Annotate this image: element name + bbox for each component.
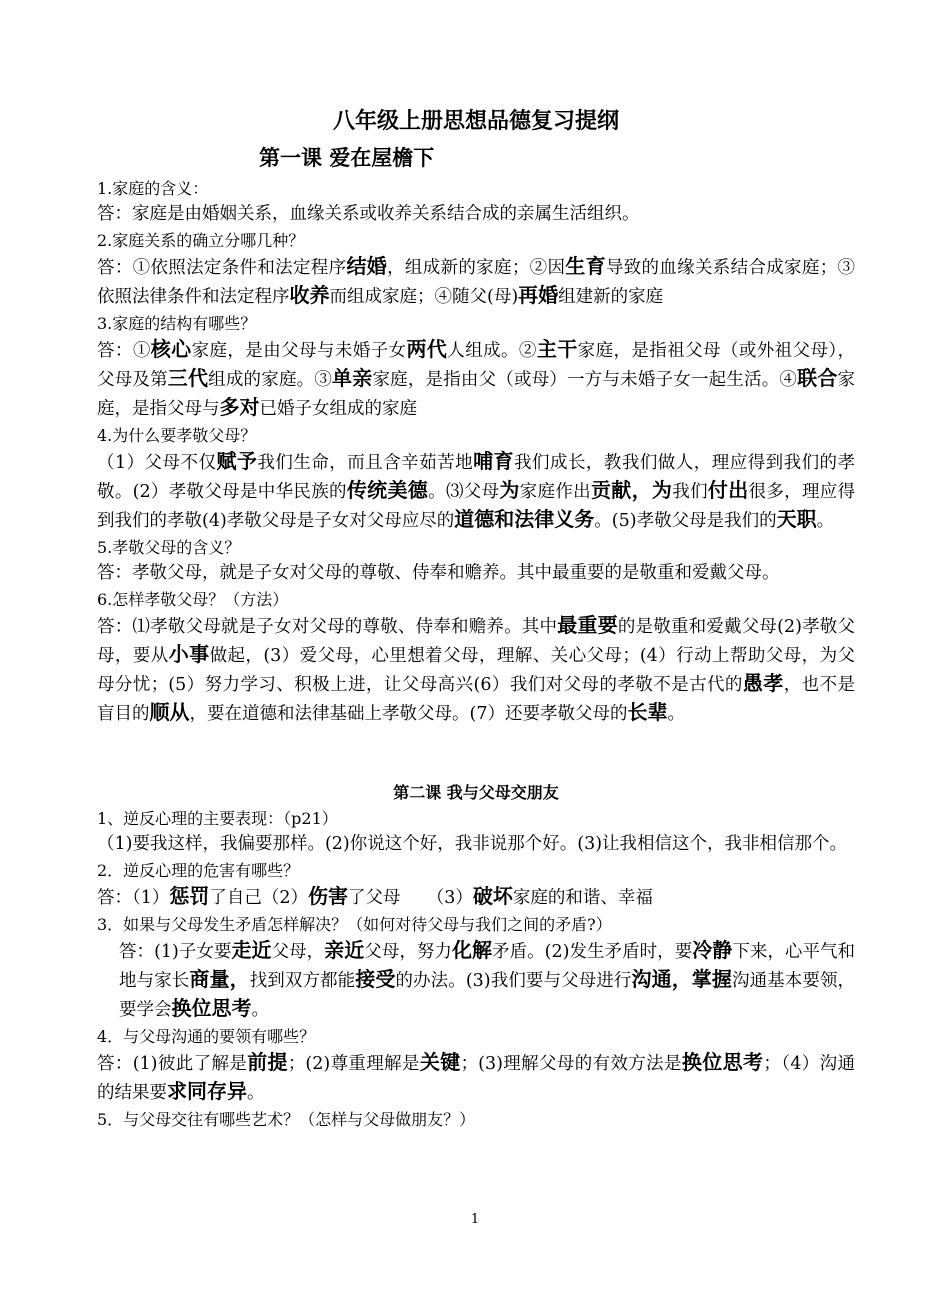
lesson-2-body bbox=[97, 806, 855, 1132]
answer-text: 组成的家庭。③ bbox=[208, 370, 333, 390]
key-term: 商量， bbox=[189, 967, 250, 991]
key-term: 最重要 bbox=[557, 613, 618, 637]
answer bbox=[97, 612, 855, 728]
answer bbox=[97, 831, 855, 858]
answer-text: 我们生命，而且含辛茹苦地 bbox=[257, 453, 474, 473]
answer-text: 家庭作出 bbox=[519, 482, 591, 502]
answer-text: ；(2)尊重理解是 bbox=[287, 1054, 420, 1074]
key-term: 惩罚 bbox=[169, 884, 210, 908]
lesson-2-heading: 第二课 我与父母交朋友 bbox=[393, 783, 559, 802]
key-term: 生育 bbox=[565, 254, 606, 278]
answer bbox=[97, 883, 855, 912]
key-term: 顺从 bbox=[149, 700, 190, 724]
answer bbox=[97, 560, 855, 587]
question: 6.怎样孝敬父母？（方法） bbox=[97, 590, 289, 609]
key-term: 前提 bbox=[247, 1050, 288, 1074]
lesson-1-heading: 第一课 爱在屋檐下 bbox=[259, 146, 435, 170]
answer-text: 答：(1)子女要 bbox=[119, 942, 232, 962]
answer-text: 。 bbox=[247, 1083, 265, 1103]
answer-text: 家庭，是由父母与未婚子女 bbox=[191, 341, 407, 361]
key-term: 道德和法律义务 bbox=[454, 507, 595, 531]
answer-text: 答：家庭是由婚姻关系，血缘关系或收养关系结合成的亲属生活组织。 bbox=[97, 204, 640, 224]
answer-text: 。 bbox=[667, 704, 685, 724]
answer bbox=[97, 1049, 855, 1107]
answer-text: 。 bbox=[251, 1000, 269, 1020]
question: 2．逆反心理的危害有哪些？ bbox=[97, 861, 300, 880]
answer-text: 人组成。② bbox=[447, 341, 537, 361]
question: 2.家庭关系的确立分哪几种？ bbox=[97, 231, 305, 250]
key-term: 核心 bbox=[150, 337, 192, 361]
answer-text: 了自己（2） bbox=[209, 888, 309, 908]
answer-text: 沟通基本要领，要学会 bbox=[119, 971, 856, 1020]
answer bbox=[97, 201, 855, 228]
key-term: 冷静 bbox=[692, 938, 733, 962]
answer-text: 父母，努力 bbox=[364, 942, 452, 962]
answer-text: ，组成新的家庭；②因 bbox=[387, 258, 566, 278]
answer-text: 了父母 （3） bbox=[348, 888, 473, 908]
answer-text: 我们 bbox=[672, 482, 708, 502]
answer-text: （1)要我这样，我偏要那样。(2)你说这个好，我非说那个好。(3)让我相信这个，我非相信那个。 bbox=[97, 834, 848, 854]
key-term: 三代 bbox=[167, 366, 209, 390]
key-term: 愚孝 bbox=[742, 671, 784, 695]
key-term: 化解 bbox=[451, 938, 493, 962]
key-term: 哺育 bbox=[473, 449, 515, 473]
key-term: 结婚 bbox=[346, 254, 388, 278]
question: 1、逆反心理的主要表现：（p21） bbox=[97, 809, 338, 828]
key-term: 破坏 bbox=[472, 884, 513, 908]
key-term: 收养 bbox=[289, 283, 330, 307]
answer-text: 而组成家庭；④随父(母) bbox=[329, 287, 519, 307]
key-term: 传统美德 bbox=[346, 478, 429, 502]
answer-text: ，要在道德和法律基础上孝敬父母。(7）还要孝敬父母的 bbox=[189, 704, 628, 724]
key-term: 赋予 bbox=[216, 449, 258, 473]
key-term: 天职 bbox=[776, 507, 817, 531]
question: 3.家庭的结构有哪些？ bbox=[97, 314, 257, 333]
key-term: 多对 bbox=[219, 395, 260, 419]
answer-text: 答：(1)彼此了解是 bbox=[97, 1054, 248, 1074]
key-term: 走近 bbox=[231, 938, 272, 962]
answer-text: 答：（1） bbox=[97, 888, 170, 908]
answer-text: 的办法。(3)我们要与父母进行 bbox=[395, 971, 632, 991]
answer-text: 。 bbox=[816, 511, 835, 531]
answer-text: ；（4）沟通的结果要 bbox=[97, 1054, 856, 1103]
answer bbox=[97, 448, 855, 535]
key-term: 求同存异 bbox=[167, 1079, 247, 1103]
key-term: 换位思考 bbox=[171, 996, 252, 1020]
answer-text: 家庭，是指父母与 bbox=[97, 370, 856, 419]
key-term: 再婚 bbox=[518, 283, 559, 307]
answer-text: 家庭的和谐、幸福 bbox=[512, 888, 653, 908]
question: 5．与父母交往有哪些艺术？（怎样与父母做朋友？） bbox=[97, 1110, 476, 1129]
lesson-1-body bbox=[97, 176, 855, 728]
answer-text: 答：①依照法定条件和法定程序 bbox=[97, 258, 347, 278]
question: 4．与父母沟通的要领有哪些？ bbox=[97, 1027, 316, 1046]
answer-text: 导致的血缘关系结合成家庭；③依照法律条件和法定程序 bbox=[97, 258, 856, 307]
answer-text: 答：① bbox=[97, 341, 151, 361]
key-term: 长辈 bbox=[627, 700, 668, 724]
section-gap bbox=[97, 728, 855, 780]
page-number: 1 bbox=[470, 1212, 480, 1227]
question: 3．如果与父母发生矛盾怎样解决？（如何对待父母与我们之间的矛盾?） bbox=[97, 915, 612, 934]
answer-text: ；(3)理解父母的有效方法是 bbox=[460, 1054, 682, 1074]
key-term: 小事 bbox=[168, 642, 210, 666]
answer-text: 矛盾。(2)发生矛盾时，要 bbox=[492, 942, 693, 962]
answer-text: 答：⑴孝敬父母就是子女对父母的尊敬、侍奉和赡养。其中 bbox=[97, 617, 558, 637]
key-term: 亲近 bbox=[324, 938, 365, 962]
key-term: 贡献，为 bbox=[590, 478, 673, 502]
answer-text: 。(5)孝敬父母是我们的 bbox=[594, 511, 777, 531]
document-content bbox=[97, 104, 855, 1132]
answer-text: 做起，(3）爱父母，心里想着父母，理解、关心父母；(4）行动上帮助父母，为父母分忧；(5）努力学习、积极上进，让父母高兴(6）我们对父母的孝敬不是古代的 bbox=[97, 646, 856, 695]
answer-text: 下来，心平气和地与家长 bbox=[119, 942, 856, 991]
key-term: 换位思考 bbox=[681, 1050, 764, 1074]
document-title: 八年级上册思想品德复习提纲 bbox=[332, 109, 619, 134]
answer bbox=[97, 336, 855, 423]
answer-text: 答：孝敬父母，就是子女对父母的尊敬、侍奉和赡养。其中最重要的是敬重和爱戴父母。 bbox=[97, 563, 780, 583]
key-term: 主干 bbox=[536, 337, 578, 361]
key-term: 单亲 bbox=[332, 366, 373, 390]
answer-text: 的是敬重和爱戴父母(2)孝敬父母，要从 bbox=[97, 617, 856, 666]
key-term: 两代 bbox=[406, 337, 448, 361]
answer-text: 父母， bbox=[271, 942, 325, 962]
answer bbox=[97, 937, 855, 1024]
key-term: 为 bbox=[499, 478, 520, 502]
key-term: 伤害 bbox=[308, 884, 349, 908]
answer-text: 找到双方都能 bbox=[249, 971, 356, 991]
answer-text: 家庭，是指由父（或母）一方与未婚子女一起生活。④ bbox=[372, 370, 798, 390]
answer-text: 我们成长，教我们做人，理应得到我们的孝敬。(2）孝敬父母是中华民族的 bbox=[97, 453, 856, 502]
answer-text: ，也不是盲目的 bbox=[97, 675, 856, 724]
key-term: 沟通，掌握 bbox=[631, 967, 732, 991]
question: 1.家庭的含义： bbox=[97, 179, 209, 198]
key-term: 接受 bbox=[355, 967, 396, 991]
answer bbox=[97, 253, 855, 311]
question: 4.为什么要孝敬父母？ bbox=[97, 426, 257, 445]
answer-text: 已婚子女组成的家庭 bbox=[259, 399, 417, 419]
key-term: 关键 bbox=[419, 1050, 461, 1074]
answer-text: 很多，理应得到我们的孝敬(4)孝敬父母是子女对父母应尽的 bbox=[97, 482, 856, 531]
key-term: 付出 bbox=[707, 478, 749, 502]
key-term: 联合 bbox=[797, 366, 838, 390]
question: 5.孝敬父母的含义？ bbox=[97, 538, 241, 557]
answer-text: 。⑶父母 bbox=[428, 482, 500, 502]
answer-text: 家庭，是指祖父母（或外祖父母），父母及第 bbox=[97, 341, 856, 390]
answer-text: （1）父母不仅 bbox=[97, 453, 217, 473]
answer-text: 组建新的家庭 bbox=[558, 287, 664, 307]
